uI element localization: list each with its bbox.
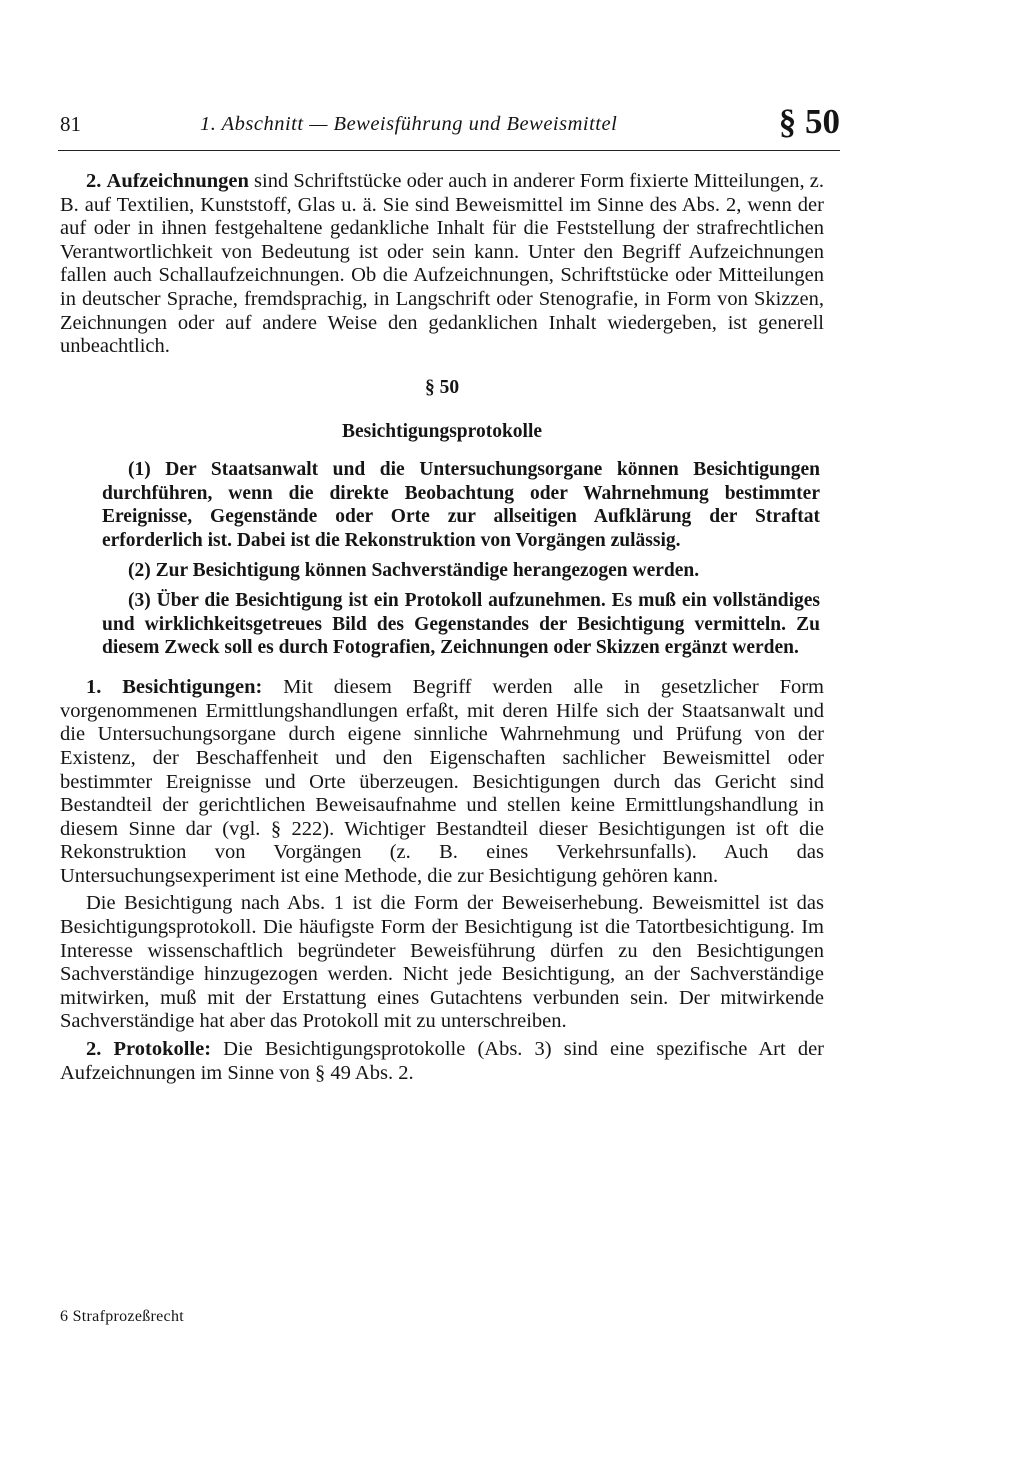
commentary-number-1: 1. bbox=[86, 676, 102, 699]
commentary bbox=[60, 676, 824, 1085]
commentary-number-3: 2. bbox=[86, 1038, 102, 1061]
header-rule bbox=[58, 150, 840, 151]
commentary-term-3: Protokolle: bbox=[113, 1038, 212, 1061]
intro-term: Aufzeichnungen bbox=[106, 170, 249, 192]
intro-paragraph bbox=[60, 170, 824, 359]
header-section-number: § 50 bbox=[778, 102, 840, 141]
law-section-title: Besichtigungsprotokolle bbox=[341, 420, 543, 442]
law-paragraph-2: (2) Zur Besichtigung können Sachverständige herangezogen werden. bbox=[128, 559, 700, 581]
intro-number: 2. bbox=[86, 170, 102, 192]
commentary-text-2: Die Besichtigung nach Abs. 1 ist die Form der Beweiserhebung. Beweismittel ist das Besichtigungsprotokoll. Die häufigste Form der Besichtigung ist die Tatortbesichtigung. Im Interesse wissenschaftlich begründeter Beweisführung dürfen zu den Besichtigungen Sachverständige hinzugezogen werden. Nicht jede Besichtigung, an der Sachverständige mitwirken, muß mit der Erstattung eines Gutachtens verbunden sein. Der mitwirkende Sachverständige hat aber das Protokoll mit zu unterschreiben. bbox=[60, 892, 824, 1033]
commentary-paragraph-2 bbox=[60, 892, 824, 1034]
law-section-number: § 50 bbox=[424, 376, 460, 398]
page-header bbox=[60, 102, 840, 148]
commentary-text-3: Die Besichtigungsprotokolle (Abs. 3) sind eine spezifische Art der Aufzeichnungen im Sinne von § 49 Abs. 2. bbox=[60, 1038, 825, 1084]
page-number: 81 bbox=[60, 112, 81, 136]
commentary-paragraph-3 bbox=[60, 1038, 824, 1085]
law-text bbox=[60, 458, 824, 660]
commentary-text-1: Mit diesem Begriff werden alle in gesetzlicher Form vorgenommenen Ermittlungshandlungen erfaßt, mit deren Hilfe sich der Staatsanwalt und die Untersuchungsorgane durch eigene sinnliche Wahrnehmung und Prüfung von der Existenz, der Beschaffenheit und den Eigenschaften sachlicher Beweismittel oder bestimmter Ereignisse und Orte überzeugen. Besichtigungen durch das Gericht sind Bestandteil der gerichtlichen Beweisaufnahme und stellen keine Ermittlungshandlung in diesem Sinne dar (vgl. § 222). Wichtiger Bestandteil dieser Besichtigungen ist oft die Rekonstruktion von Vorgängen (z. B. eines Verkehrsunfalls). Auch das Untersuchungsexperiment ist eine Methode, die zur Besichtigung gehören kann. bbox=[60, 676, 825, 887]
law-paragraph-1: (1) Der Staatsanwalt und die Untersuchungsorgane können Besichtigungen durchführen, wenn die direkte Beobachtung oder Wahrnehmung bestimmter Ereignisse, Gegenstände oder Orte zur allseitigen Aufklärung der Straftat erforderlich ist. Dabei ist die Rekonstruktion von Vorgängen zulässig. bbox=[102, 458, 820, 552]
commentary-term-1: Besichtigungen: bbox=[122, 676, 263, 699]
page-footer-signature: 6 Strafprozeßrecht bbox=[60, 1308, 185, 1325]
running-title: 1. Abschnitt — Beweisführung und Beweismittel bbox=[200, 113, 618, 135]
page-body bbox=[60, 170, 824, 1085]
intro-text: sind Schriftstücke oder auch in anderer Form fixierte Mitteilungen, z. B. auf Textilien, Kunststoff, Glas u. ä. Sie sind Beweismittel im Sinne des Abs. 2, wenn der auf oder in ihnen festgehaltene gedankliche Inhalt für die Feststellung der strafrechtlichen Verantwortlichkeit von Bedeutung ist oder sein kann. Unter den Begriff Aufzeichnungen fallen auch Schallaufzeichnungen. Ob die Aufzeichnungen, Schriftstücke oder Mitteilungen in deutscher Sprache, fremdsprachig, in Langschrift oder Stenografie, in Form von Skizzen, Zeichnungen oder auf andere Weise den gedanklichen Inhalt wiedergeben, ist generell unbeachtlich. bbox=[60, 170, 824, 358]
commentary-paragraph-1 bbox=[60, 676, 824, 888]
law-paragraph-3: (3) Über die Besichtigung ist ein Protokoll aufzunehmen. Es muß ein vollständiges und wirklichkeitsgetreues Bild des Gegenstandes der Besichtigung vermitteln. Zu diesem Zweck soll es durch Fotografien, Zeichnungen oder Skizzen ergänzt werden. bbox=[102, 589, 820, 659]
